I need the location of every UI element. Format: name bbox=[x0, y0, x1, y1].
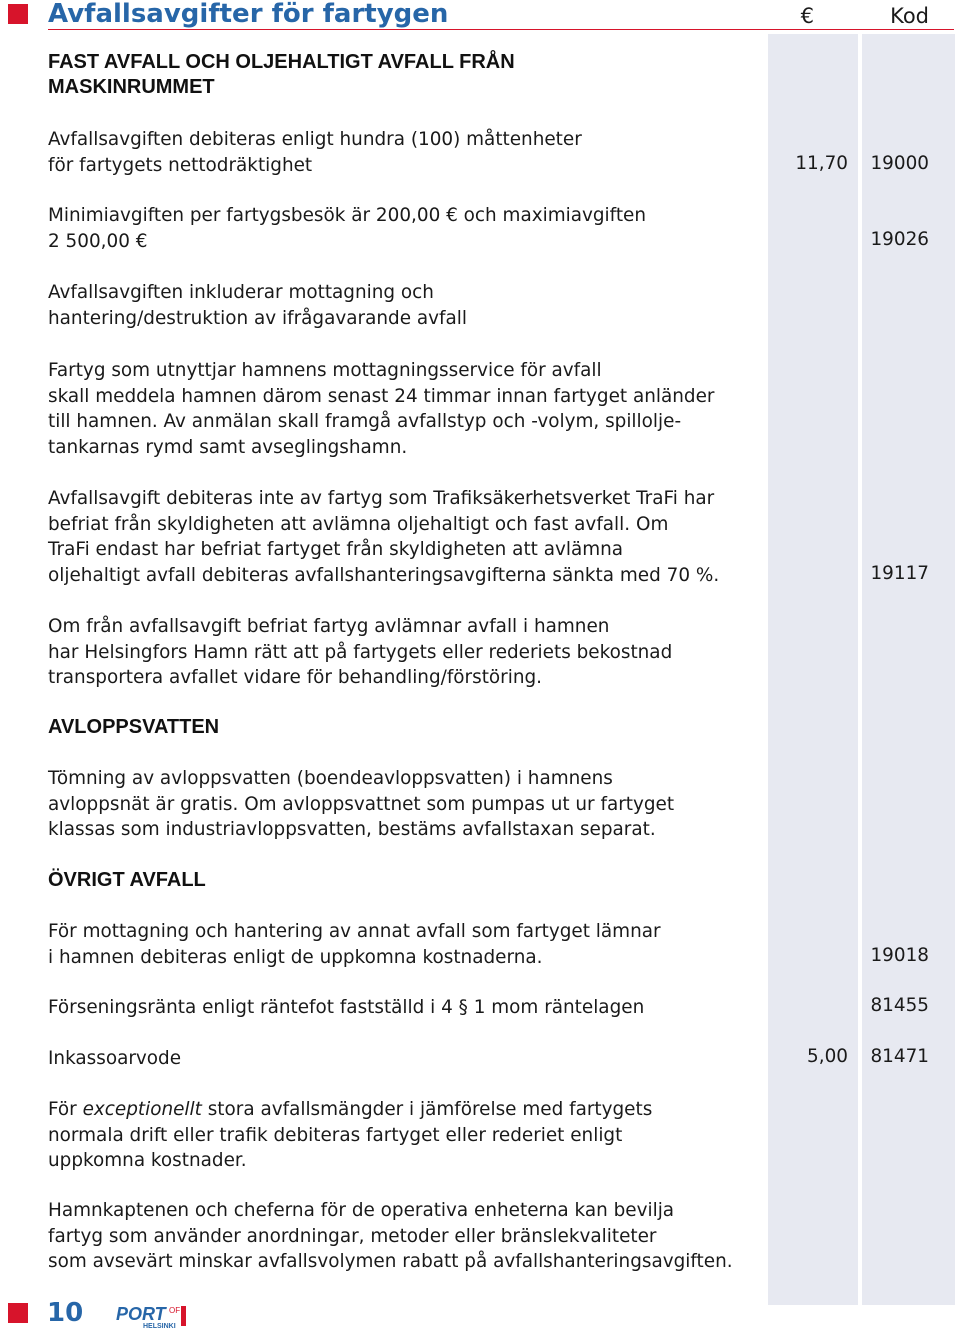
section-heading-other-waste: ÖVRIGT AVFALL bbox=[48, 869, 206, 891]
paragraph-sewage: Tömning av avloppsvatten (boendeavloppsvatten) i hamnens avloppsnät är gratis. Om avloppsvattnet som pumpas ut ur fartyget klassas som industriavloppsvatten, bestäms avfallstaxan separat. bbox=[48, 768, 675, 840]
page-title: Avfallsavgifter för fartygen bbox=[48, 0, 449, 29]
euro-column-shade bbox=[768, 34, 858, 1305]
paragraph-trafi-exemption: Avfallsavgift debiteras inte av fartyg som Trafiksäkerhetsverket TraFi har befriat från skyldigheten att avlämna oljehaltigt och fast avfall. Om TraFi endast har befriat fartyget från skyldigheten att avlämna oljehaltigt avfall debiteras avfallshanteringsavgifterna sänkta med 70 %. bbox=[48, 488, 720, 586]
paragraph-exceptional-volumes bbox=[48, 1097, 652, 1174]
page-number: 10 bbox=[47, 1298, 84, 1328]
euro-column-header: € bbox=[800, 4, 814, 28]
paragraph-fee-basis: Avfallsavgiften debiteras enligt hundra (100) måttenheter för fartygets nettodräktighet bbox=[48, 129, 582, 176]
section-heading-solid-oily-waste: FAST AVFALL OCH OLJEHALTIGT AVFALL FRÅN MASKINRUMMET bbox=[48, 51, 515, 98]
paragraph-exempt-vessel: Om från avfallsavgift befriat fartyg avlämnar avfall i hamnen har Helsingfors Hamn rätt att på fartygets eller rederiets bekostnad transportera avfallet vidare för behandling/förstöring. bbox=[48, 616, 673, 688]
fee-basis-euro: 11,70 bbox=[795, 153, 848, 174]
other-waste-code: 19018 bbox=[870, 945, 929, 966]
exceptional-pre: För bbox=[48, 1099, 83, 1120]
logo-of-text: OF bbox=[169, 1306, 181, 1315]
kod-column-shade bbox=[862, 34, 955, 1305]
kod-column-header: Kod bbox=[890, 4, 929, 28]
paragraph-collection-fee: Inkassoarvode bbox=[48, 1048, 182, 1069]
section-heading-sewage: AVLOPPSVATTEN bbox=[48, 716, 220, 738]
collection-fee-euro: 5,00 bbox=[807, 1046, 848, 1067]
logo-helsinki-text: HELSINKI bbox=[143, 1323, 176, 1329]
paragraph-fee-includes: Avfallsavgiften inkluderar mottagning och hantering/destruktion av ifrågavarande avfall bbox=[48, 282, 467, 329]
header-red-square bbox=[8, 4, 28, 24]
trafi-exemption-code: 19117 bbox=[870, 563, 929, 584]
header-divider bbox=[48, 29, 954, 30]
exceptional-post: stora avfallsmängder i jämförelse med fartygets normala drift eller trafik debiteras fartyget eller rederiet enligt uppkomna kostnader. bbox=[48, 1099, 653, 1171]
late-interest-code: 81455 bbox=[870, 995, 929, 1016]
port-of-helsinki-logo bbox=[115, 1303, 195, 1329]
logo-port-text: PORT bbox=[116, 1304, 166, 1324]
collection-fee-code: 81471 bbox=[870, 1046, 929, 1067]
paragraph-min-max-fee: Minimiavgiften per fartygsbesök är 200,00 € och maximiavgiften 2 500,00 € bbox=[48, 205, 647, 252]
fee-basis-code: 19000 bbox=[870, 153, 929, 174]
footer-red-square bbox=[8, 1303, 28, 1323]
paragraph-other-waste: För mottagning och hantering av annat avfall som fartyget lämnar i hamnen debiteras enligt de uppkomna kostnaderna. bbox=[48, 921, 661, 968]
paragraph-discount: Hamnkaptenen och cheferna för de operativa enheterna kan bevilja fartyg som använder anordningar, metoder eller bränslekvaliteter som avsevärt minskar avfallsvolymen rabatt på avfallshanteringsavgiften. bbox=[48, 1200, 733, 1272]
paragraph-notification: Fartyg som utnyttjar hamnens mottagningsservice för avfall skall meddela hamnen därom senast 24 timmar innan fartyget anländer till hamnen. Av anmälan skall framgå avfallstyp och -volym, spillolje- tankarnas rymd samt avseglingshamn. bbox=[48, 360, 715, 458]
min-max-fee-code: 19026 bbox=[870, 229, 929, 250]
paragraph-late-interest: Förseningsränta enligt räntefot fastställd i 4 § 1 mom räntelagen bbox=[48, 997, 645, 1018]
exceptional-italic: exceptionellt bbox=[82, 1099, 202, 1120]
